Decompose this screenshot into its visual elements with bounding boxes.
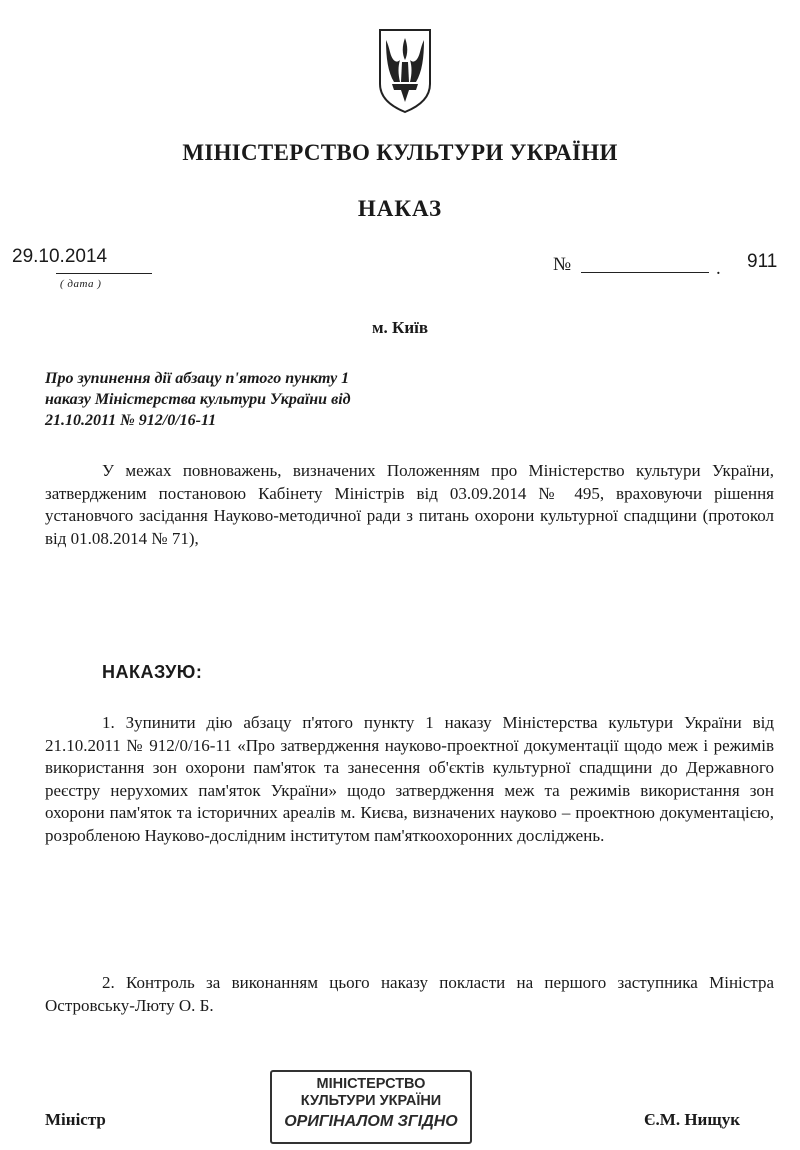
city: м. Київ bbox=[371, 318, 429, 337]
stamp-line-3: ОРИГІНАЛОМ ЗГІДНО bbox=[284, 1113, 458, 1130]
subject-line-3: 21.10.2011 № 912/0/16-11 bbox=[45, 412, 217, 429]
order-item-2: 2. Контроль за виконанням цього наказу покласти на першого заступника Міністра Островську-Люту О. Б. bbox=[45, 973, 774, 1015]
orders-heading: НАКАЗУЮ: bbox=[102, 662, 203, 682]
order-item-1: 1. Зупинити дію абзацу п'ятого пункту 1 наказу Міністерства культури України від 21.10.2011 № 912/0/16-11 «Про затвердження науково-проектної документації щодо меж і режимів використання зон охорони пам'яток та занесення об'єктів культурної спадщини до Державного реєстру нерухомих пам'яток України» щодо затвердження меж та режимів використання зон охорони пам'яток та історичних ареалів м. Києва, визначених науково – проектною документацією, розробленою Науково-дослідним інститутом пам'яткоохоронних досліджень. bbox=[45, 713, 774, 845]
order-date: 29.10.2014 bbox=[12, 246, 108, 267]
number-dot: . bbox=[716, 258, 721, 279]
date-underline bbox=[56, 273, 152, 274]
number-underline bbox=[581, 272, 709, 273]
number-sign: № bbox=[553, 254, 572, 275]
intro-paragraph: У межах повноважень, визначених Положенням про Міністерство культури України, затвердженим постановою Кабінету Міністрів від 03.09.2014 № 495, враховуючи рішення установчого засідання Науково-методичної ради з питань охорони культурної спадщини (протокол від 01.08.2014 № 71), bbox=[45, 461, 774, 548]
subject-line-2: наказу Міністерства культури України від bbox=[45, 391, 351, 408]
document-type-heading: НАКАЗ bbox=[357, 196, 443, 221]
signatory-position: Міністр bbox=[45, 1110, 106, 1129]
ministry-title: МІНІСТЕРСТВО КУЛЬТУРИ УКРАЇНИ bbox=[182, 140, 618, 165]
stamp-line-2: КУЛЬТУРИ УКРАЇНИ bbox=[300, 1093, 442, 1109]
signatory-name: Є.М. Нищук bbox=[644, 1110, 740, 1129]
order-number: 911 bbox=[747, 251, 778, 272]
certification-stamp bbox=[270, 1070, 472, 1144]
order-subject bbox=[45, 368, 445, 431]
coat-of-arms-icon bbox=[376, 26, 434, 114]
stamp-line-1: МІНІСТЕРСТВО bbox=[316, 1076, 426, 1092]
subject-line-1: Про зупинення дії абзацу п'ятого пункту 1 bbox=[45, 370, 350, 387]
date-caption: ( дата ) bbox=[60, 278, 102, 290]
